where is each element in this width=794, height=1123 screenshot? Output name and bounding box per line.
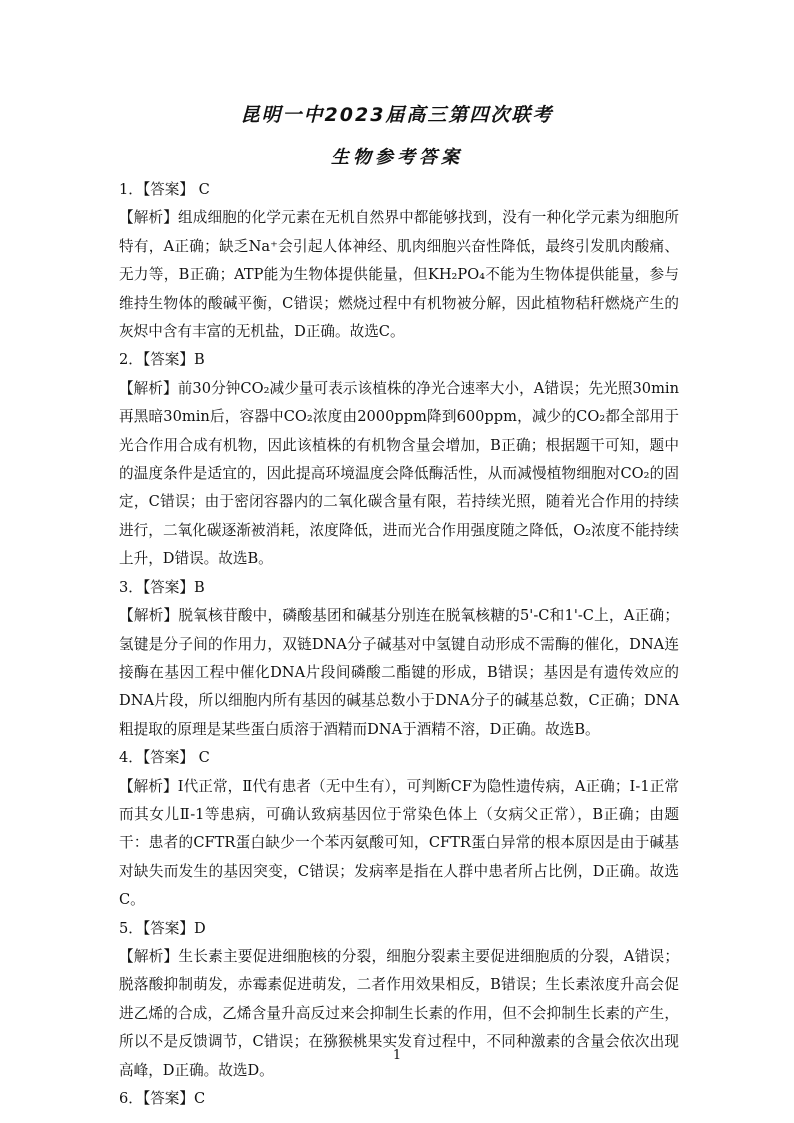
page-number: 1 [392,1048,402,1063]
answer-1: 1．【答案】 C [119,181,210,198]
answer-6: 6．【答案】C [119,1090,206,1107]
answer-list [119,176,679,1113]
answer-2: 2．【答案】B [119,351,205,369]
analysis-2: 【解析】前30分钟CO₂减少量可表示该植株的净光合速率大小，A错误；先光照30min再黑暗30min后，容器中CO₂浓度由2000ppm降到600ppm，减少的CO₂都全部用于光合作用合成有机物，因此该植株的有机物含量会增加，B正确；根据题干可知，题中的温度条件是适宜的，因此提高环境温度会降低酶活性，从而减慢植物细胞对CO₂的固定，C错误；由于密闭容器内的二氧化碳含量有限，若持续光照，随着光合作用的持续进行，二氧化碳逐渐被消耗，浓度降低，进而光合作用强度随之降低，O₂浓度不能持续上升，D错误。故选B。 [119,379,679,568]
analysis-4: 【解析】Ⅰ代正常，Ⅱ代有患者（无中生有），可判断CF为隐性遗传病，A正确；Ⅰ-1正常而其女儿Ⅱ-1等患病，可确认致病基因位于常染色体上（女病父正常），B正确；由题干：患者的CFTR蛋白缺少一个苯丙氨酸可知，CFTR蛋白异常的根本原因是由于碱基对缺失而发生的基因突变，C错误；发病率是指在人群中患者所占比例，D正确。故选C。 [119,777,679,909]
exam-title: 昆明一中2023届高三第四次联考 [240,104,554,126]
answer-5: 5．【答案】D [119,919,206,937]
analysis-3: 【解析】脱氧核苷酸中，磷酸基团和碱基分别连在脱氧核糖的5'-C和1'-C上，A正确；氢键是分子间的作用力，双链DNA分子碱基对中氢键自动形成不需酶的催化，DNA连接酶在基因工程中催化DNA片段间磷酸二酯键的形成，B错误；基因是有遗传效应的DNA片段，所以细胞内所有基因的碱基总数小于DNA分子的碱基总数，C正确；DNA粗提取的原理是某些蛋白质溶于酒精而DNA于酒精不溶，D正确。故选B。 [119,607,679,738]
answer-4: 4．【答案】 C [119,749,210,767]
answer-key-title: 生物参考答案 [331,147,463,168]
answer-3: 3．【答案】B [119,578,205,596]
analysis-1: 【解析】组成细胞的化学元素在无机自然界中都能够找到，没有一种化学元素为细胞所特有，A正确；缺乏Na⁺会引起人体神经、肌肉细胞兴奋性降低，最终引发肌肉酸痛、无力等，B正确；ATP能为生物体提供能量，但KH₂PO₄不能为生物体提供能量，参与维持生物体的酸碱平衡，C错误；燃烧过程中有机物被分解，因此植物秸秆燃烧产生的灰烬中含有丰富的无机盐，D正确。故选C。 [119,209,679,341]
analysis-5: 【解析】生长素主要促进细胞核的分裂，细胞分裂素主要促进细胞质的分裂，A错误；脱落酸抑制萌发，赤霉素促进萌发，二者作用效果相反，B错误；生长素浓度升高会促进乙烯的合成，乙烯含量升高反过来会抑制生长素的作用，但不会抑制生长素的产生，所以不是反馈调节，C错误；在猕猴桃果实发育过程中，不同种激素的含量会依次出现高峰，D正确。故选D。 [119,947,679,1079]
